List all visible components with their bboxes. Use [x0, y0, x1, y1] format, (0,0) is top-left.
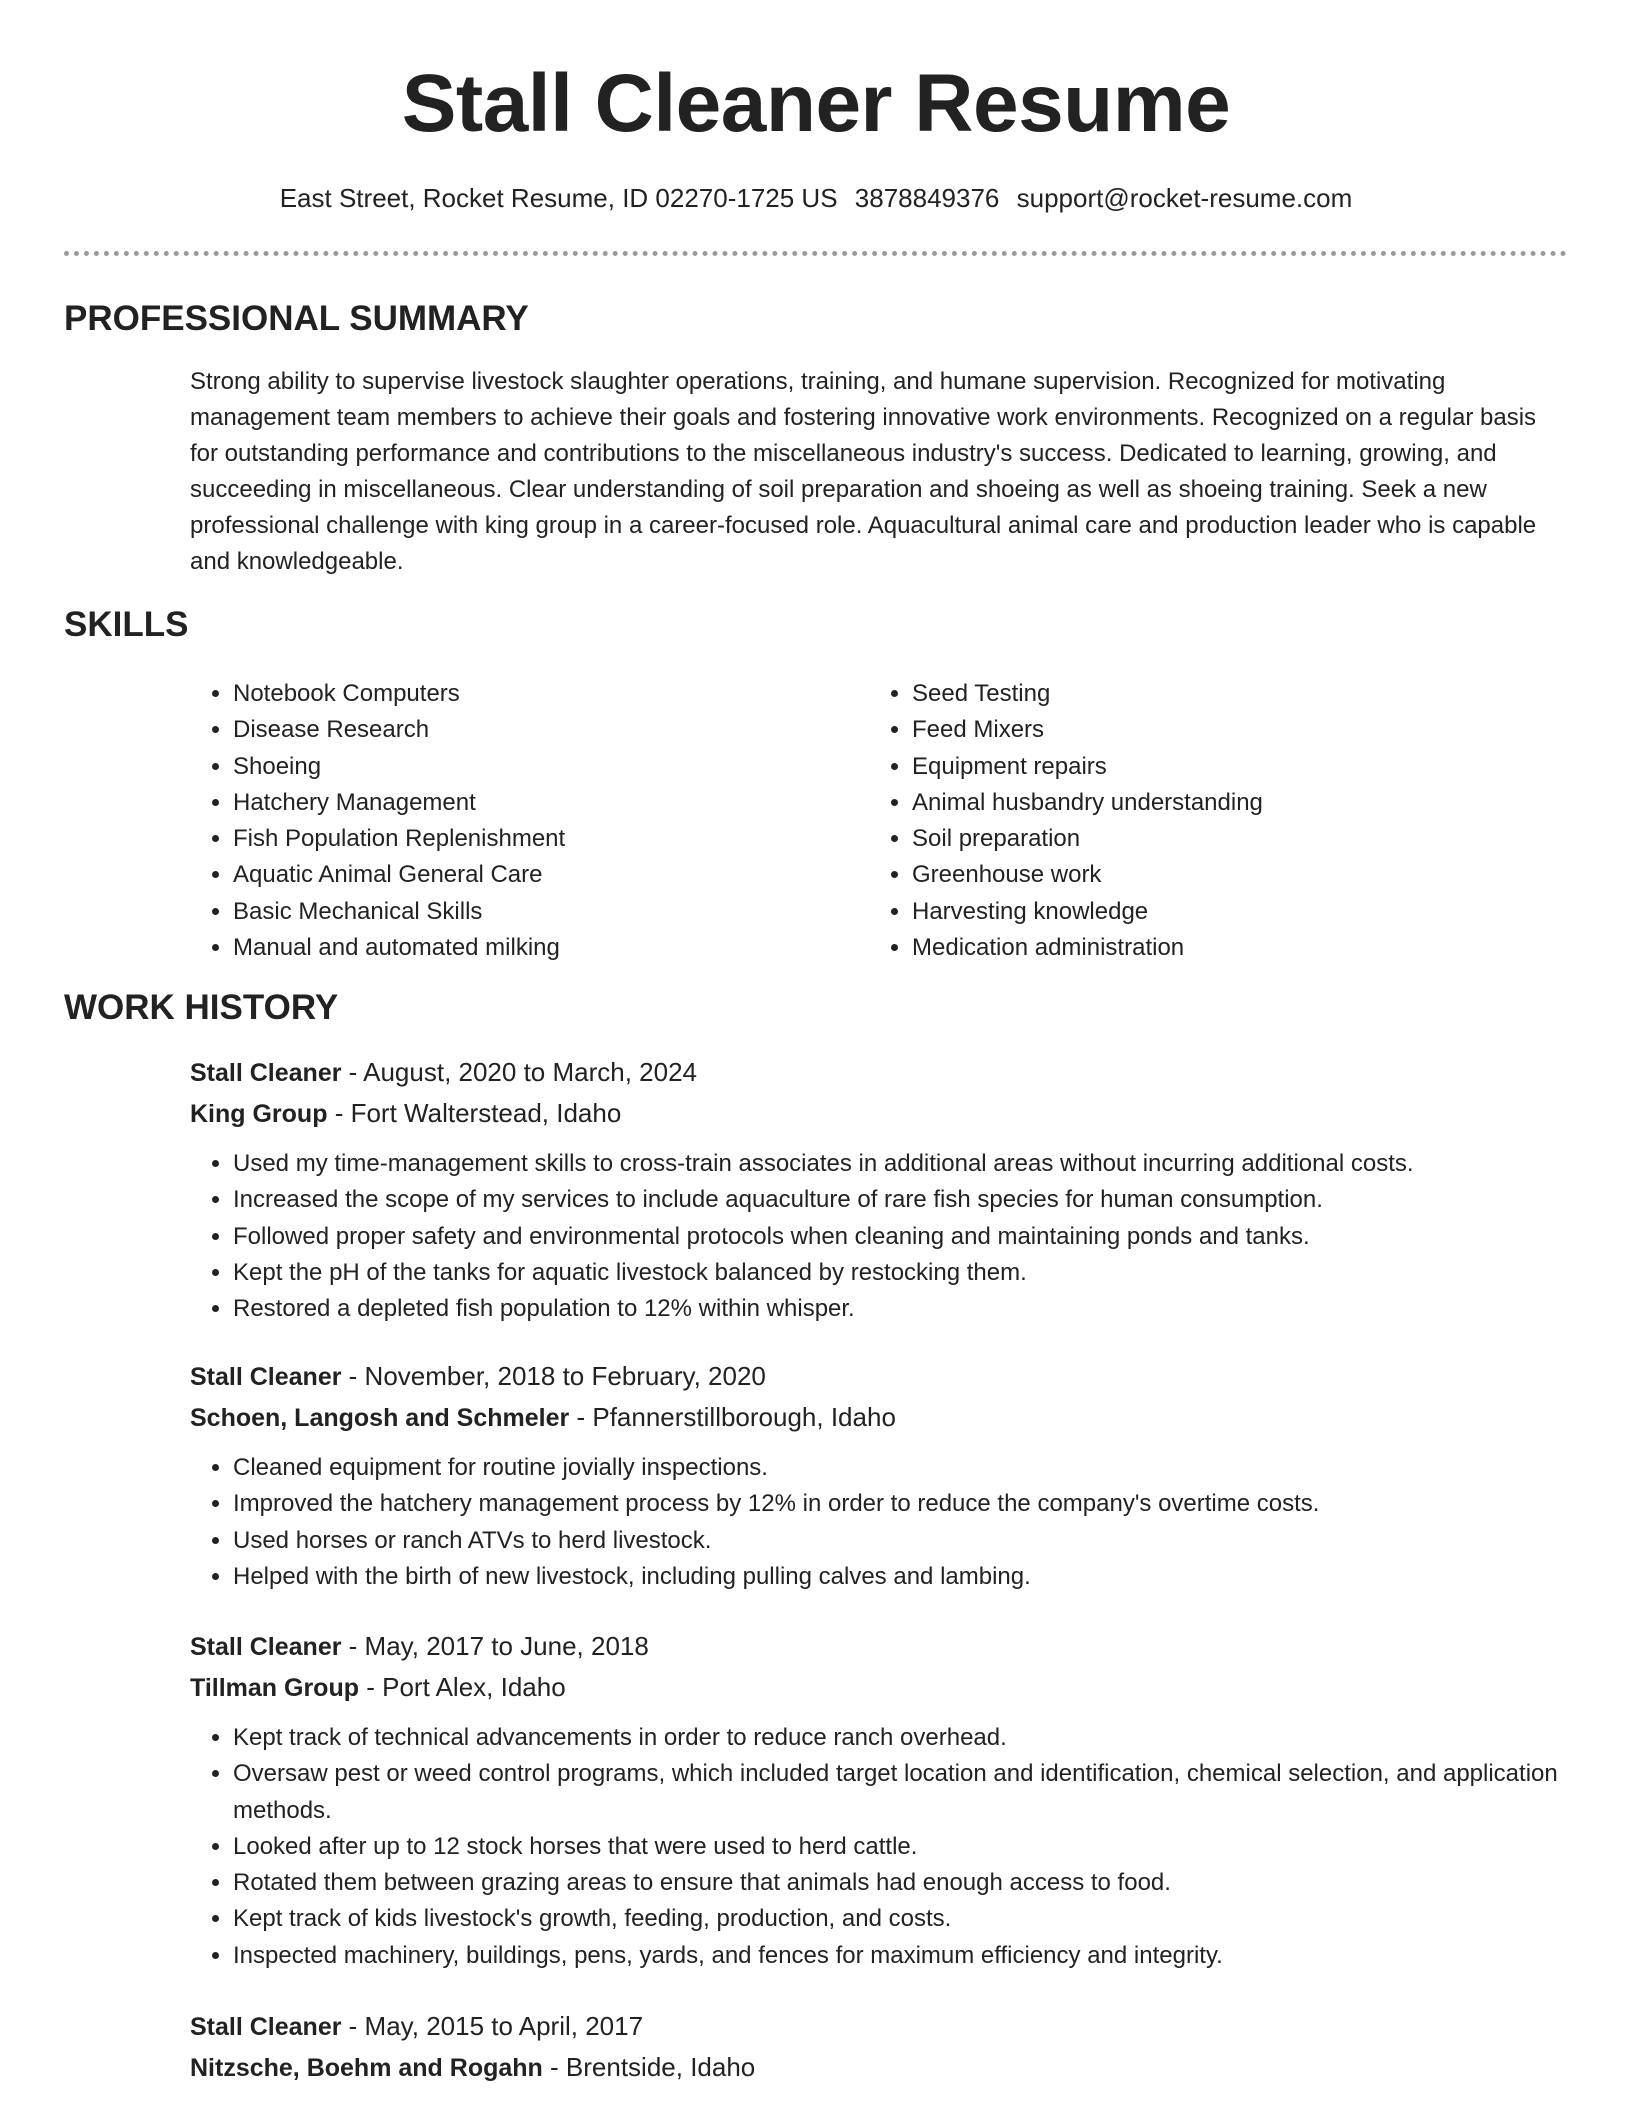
job-entry [190, 2006, 1570, 2088]
job-company: Nitzsche, Boehm and Rogahn [190, 2054, 543, 2082]
job-bullet: • Oversaw pest or weed control programs, which included target location and identification, chemical selection, and application methods. [233, 1756, 1570, 1829]
job-title: Stall Cleaner [190, 1633, 342, 1661]
skill-item: • Shoeing [233, 749, 853, 785]
job-bullets [190, 1720, 1570, 1974]
job-bullet: • Followed proper safety and environmental protocols when cleaning and maintaining ponds and tanks. [233, 1219, 1570, 1255]
job-title-line [190, 1052, 1570, 1093]
job-title: Stall Cleaner [190, 2013, 342, 2041]
skill-item: • Seed Testing [912, 676, 1532, 712]
job-dates: - May, 2015 to April, 2017 [341, 2011, 644, 2041]
skill-item: • Manual and automated milking [233, 930, 853, 966]
skills-list-left [190, 676, 853, 966]
job-bullet: • Inspected machinery, buildings, pens, yards, and fences for maximum efficiency and integrity. [233, 1938, 1570, 1974]
skill-item: • Medication administration [912, 930, 1532, 966]
job-bullet: • Looked after up to 12 stock horses that were used to herd cattle. [233, 1829, 1570, 1865]
job-title-line [190, 1356, 1570, 1397]
summary-heading: PROFESSIONAL SUMMARY [64, 299, 529, 338]
job-company: Schoen, Langosh and Schmeler [190, 1404, 570, 1432]
work-heading: WORK HISTORY [64, 988, 339, 1027]
job-bullet: • Cleaned equipment for routine jovially inspections. [233, 1450, 1570, 1486]
job-title-line [190, 1626, 1570, 1667]
job-location: - Brentside, Idaho [542, 2052, 756, 2082]
job-title-line [190, 2006, 1570, 2047]
job-bullets [190, 1450, 1570, 1595]
contact-email: support@rocket-resume.com [1016, 183, 1353, 213]
page-title: Stall Cleaner Resume [401, 58, 1231, 149]
summary-text: Strong ability to supervise livestock slaughter operations, training, and humane supervision. Recognized for motivating management team members to achieve their goals and fostering innovative work environments. Recognized on a regular basis for outstanding performance and contributions to the miscellaneous industry's success. Dedicated to learning, growing, and succeeding in miscellaneous. Clear understanding of soil preparation and shoeing as well as shoeing training. Seek a new professional challenge with king group in a career-focused role. Aquacultural animal care and production leader who is capable and knowledgeable. [190, 368, 1537, 575]
skill-item: • Basic Mechanical Skills [233, 894, 853, 930]
job-bullet: • Improved the hatchery management process by 12% in order to reduce the company's overtime costs. [233, 1486, 1570, 1522]
job-company-line [190, 1093, 1570, 1134]
contact-line [0, 180, 1632, 216]
skill-item: • Hatchery Management [233, 785, 853, 821]
skill-item: • Fish Population Replenishment [233, 821, 853, 857]
skill-item: • Feed Mixers [912, 712, 1532, 748]
contact-phone: 3878849376 [854, 183, 1000, 213]
job-dates: - May, 2017 to June, 2018 [341, 1631, 649, 1661]
job-bullet: • Used horses or ranch ATVs to herd livestock. [233, 1523, 1570, 1559]
skill-item: • Notebook Computers [233, 676, 853, 712]
job-title: Stall Cleaner [190, 1059, 342, 1087]
skill-item: • Disease Research [233, 712, 853, 748]
job-bullets [190, 1146, 1570, 1327]
job-bullet: • Used my time-management skills to cross-train associates in additional areas without incurring additional costs. [233, 1146, 1570, 1182]
header-divider [64, 251, 1567, 256]
job-dates: - August, 2020 to March, 2024 [341, 1057, 698, 1087]
job-company: Tillman Group [190, 1674, 359, 1702]
job-bullet: • Kept track of kids livestock's growth, feeding, production, and costs. [233, 1901, 1570, 1937]
contact-address: East Street, Rocket Resume, ID 02270-1725 US [279, 183, 838, 213]
job-bullet: • Rotated them between grazing areas to ensure that animals had enough access to food. [233, 1865, 1570, 1901]
job-location: - Fort Walterstead, Idaho [327, 1098, 622, 1128]
skills-heading: SKILLS [64, 605, 189, 644]
job-entry [190, 1052, 1570, 1327]
skill-item: • Aquatic Animal General Care [233, 857, 853, 893]
skill-item: • Equipment repairs [912, 749, 1532, 785]
job-title: Stall Cleaner [190, 1363, 342, 1391]
skill-item: • Greenhouse work [912, 857, 1532, 893]
job-bullet: • Kept track of technical advancements in order to reduce ranch overhead. [233, 1720, 1570, 1756]
skills-list-right [869, 676, 1532, 966]
job-entry [190, 1356, 1570, 1595]
job-dates: - November, 2018 to February, 2020 [341, 1361, 766, 1391]
job-bullet: • Increased the scope of my services to include aquaculture of rare fish species for human consumption. [233, 1182, 1570, 1218]
job-company-line [190, 1397, 1570, 1438]
job-bullet: • Helped with the birth of new livestock, including pulling calves and lambing. [233, 1559, 1570, 1595]
skill-item: • Animal husbandry understanding [912, 785, 1532, 821]
skill-item: • Soil preparation [912, 821, 1532, 857]
job-entry [190, 1626, 1570, 1974]
job-company-line [190, 1667, 1570, 1708]
job-bullet: • Restored a depleted fish population to 12% within whisper. [233, 1291, 1570, 1327]
job-location: - Port Alex, Idaho [359, 1672, 566, 1702]
skill-item: • Harvesting knowledge [912, 894, 1532, 930]
job-location: - Pfannerstillborough, Idaho [569, 1402, 896, 1432]
job-company-line [190, 2047, 1570, 2088]
job-bullet: • Kept the pH of the tanks for aquatic livestock balanced by restocking them. [233, 1255, 1570, 1291]
job-company: King Group [190, 1100, 328, 1128]
